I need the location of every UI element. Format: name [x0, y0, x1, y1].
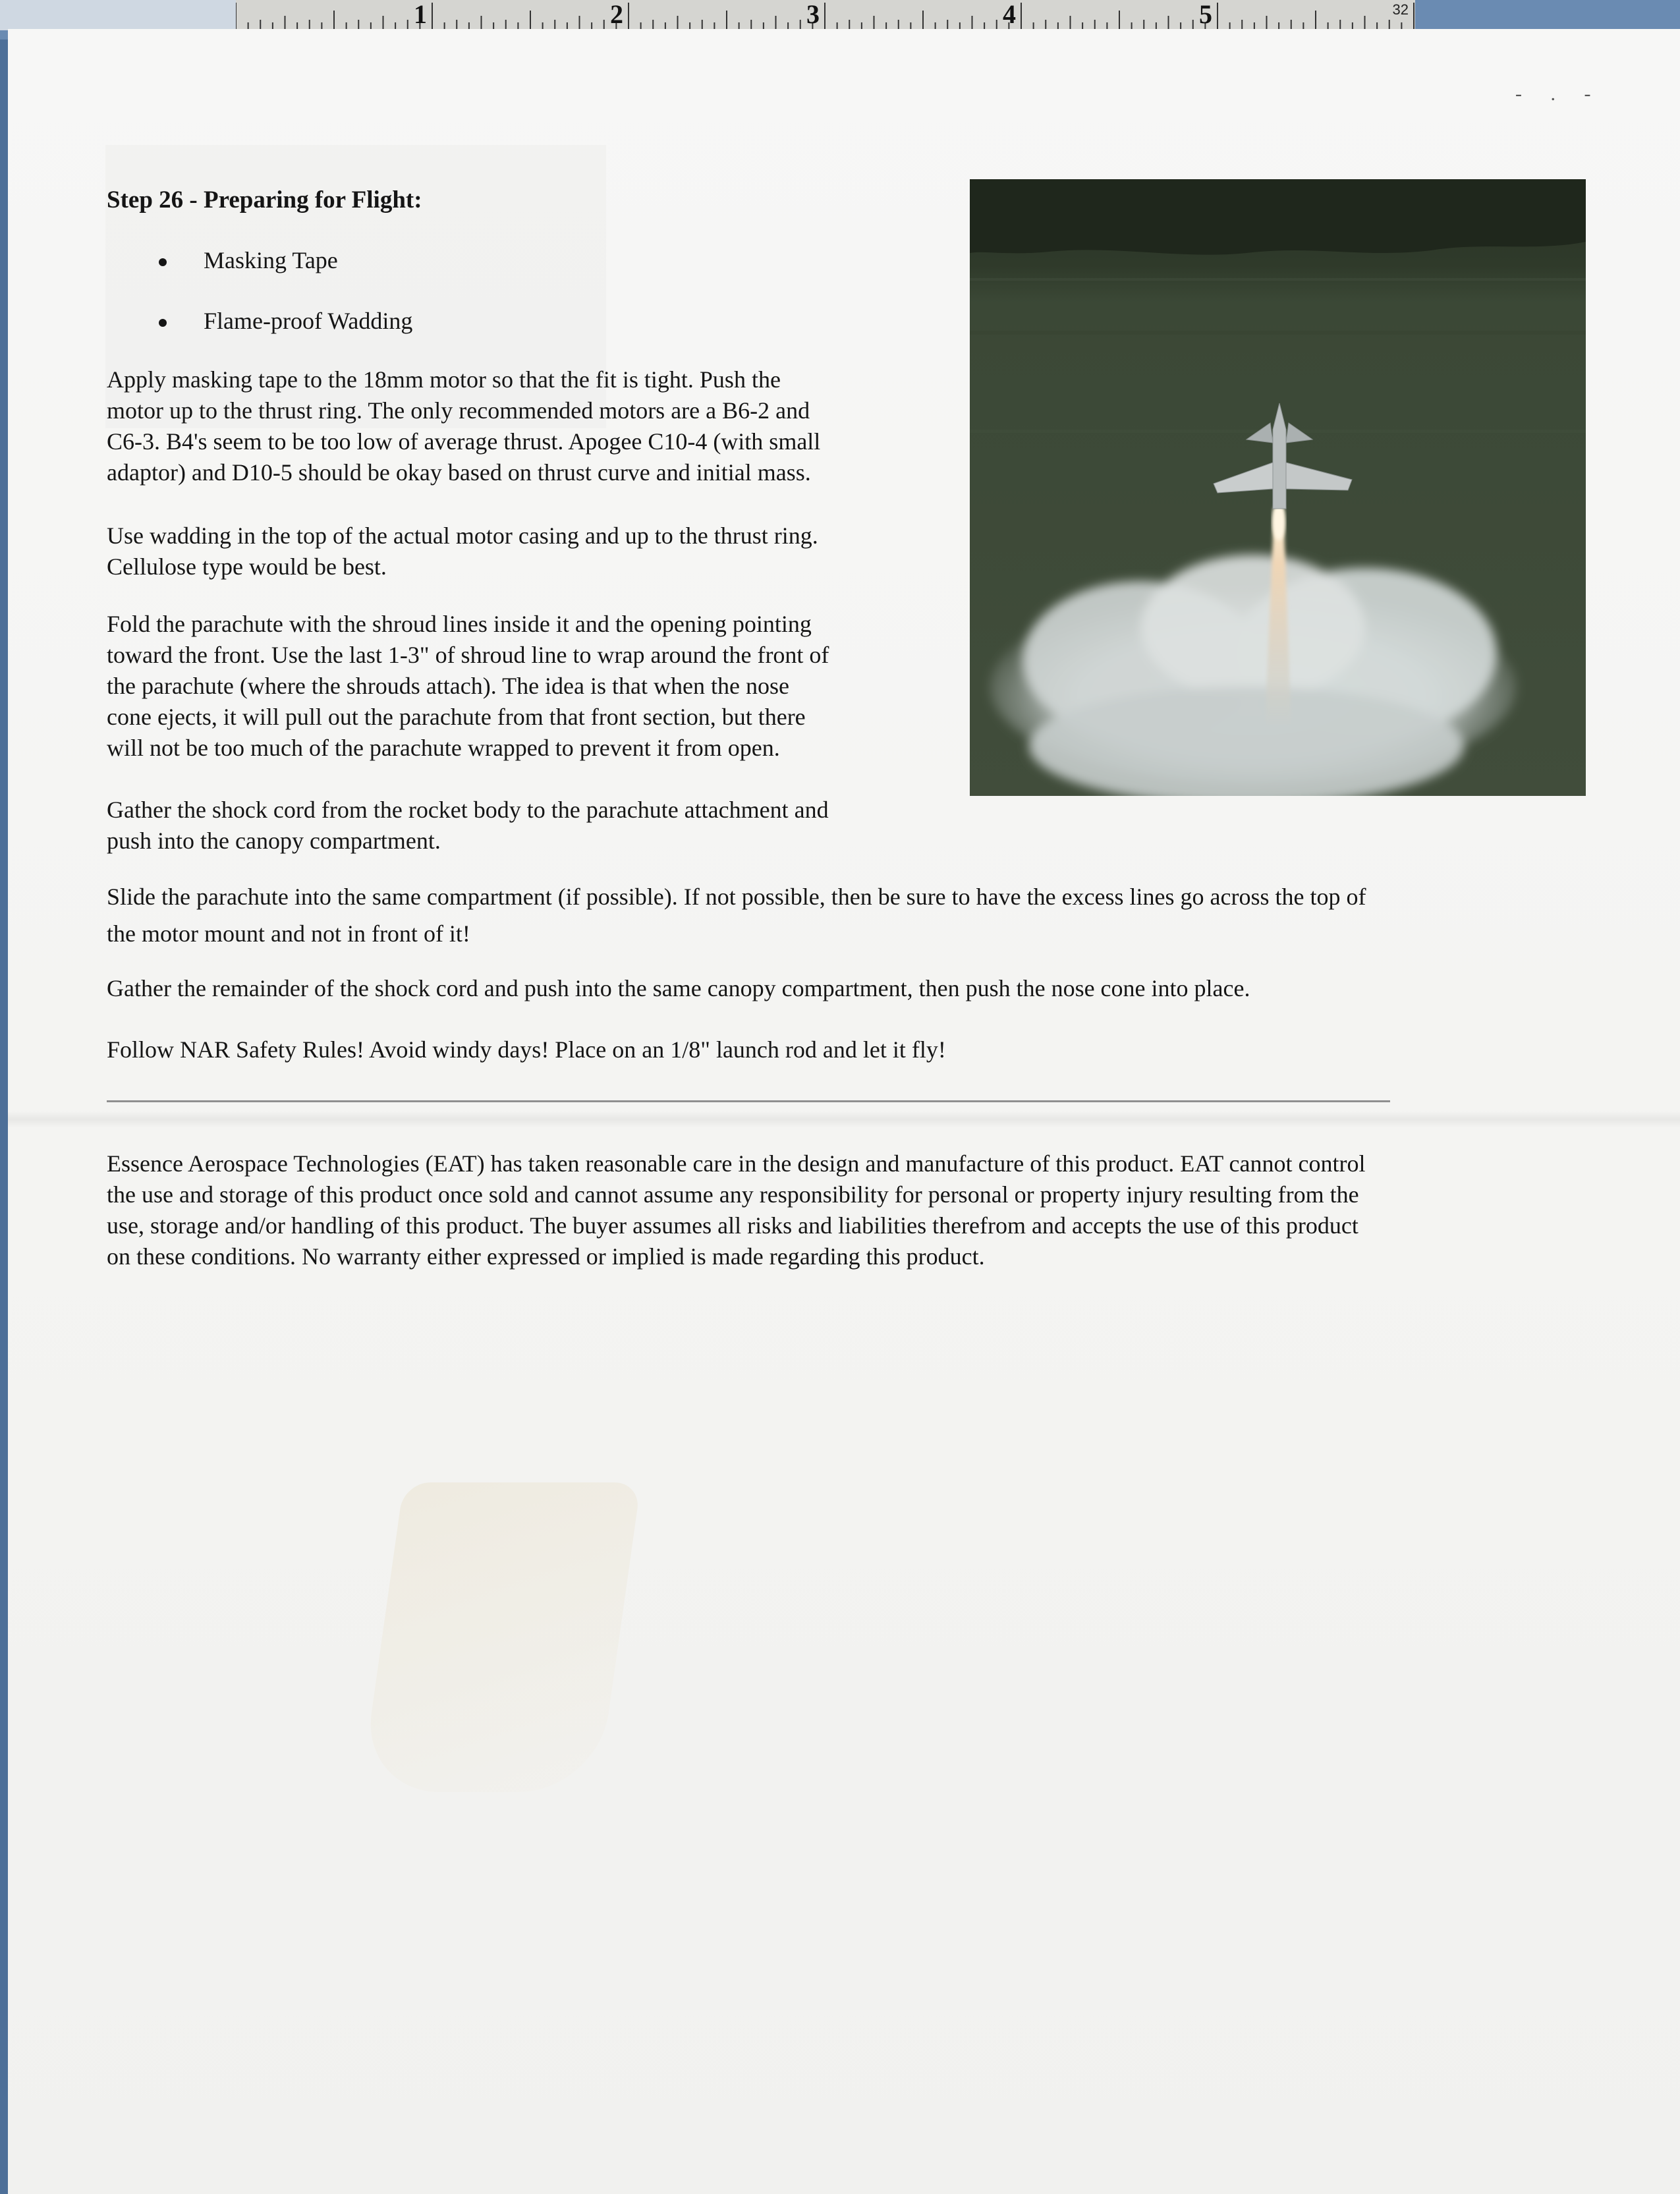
text-line: use, storage and/or handling of this product. The buyer assumes all risks and liabilities therefrom and accepts the use of this product	[107, 1212, 1358, 1239]
text-line: cone ejects, it will pull out the parachute from that front section, but there	[107, 704, 806, 730]
text-line: Essence Aerospace Technologies (EAT) has taken reasonable care in the design and manufacture of this product. EAT cannot control	[107, 1150, 1366, 1177]
text-line: Fold the parachute with the shroud lines inside it and the opening pointing	[107, 611, 812, 637]
bullet-icon	[159, 319, 167, 327]
text-line: Cellulose type would be best.	[107, 553, 387, 580]
text-line: C6-3. B4's seem to be too low of average thrust. Apogee C10-4 (with small	[107, 428, 821, 455]
ruler-number: 3	[806, 0, 820, 29]
text-line: Apply masking tape to the 18mm motor so that the fit is tight. Push the	[107, 366, 781, 393]
text-line: motor up to the thrust ring. The only recommended motors are a B6-2 and	[107, 397, 810, 424]
horizontal-rule	[107, 1100, 1390, 1102]
scanner-edge	[0, 0, 237, 30]
ruler-end-label: 32	[1392, 1, 1409, 18]
paragraph-safety: Follow NAR Safety Rules! Avoid windy days! Place on an 1/8" launch rod and let it fly!	[107, 1036, 946, 1063]
ruler-number: 2	[610, 0, 623, 29]
material-item: Masking Tape	[204, 247, 338, 273]
text-line: adaptor) and D10-5 should be okay based on thrust curve and initial mass.	[107, 459, 811, 486]
corner-marks: - . -	[1515, 83, 1603, 105]
bullet-icon	[159, 258, 167, 266]
paragraph-nose-cone: Gather the remainder of the shock cord and push into the same canopy compartment, then push the nose cone into place.	[107, 975, 1250, 1001]
material-item: Flame-proof Wadding	[204, 308, 413, 334]
text-line: on these conditions. No warranty either expressed or implied is made regarding this product.	[107, 1243, 985, 1270]
ruler	[236, 0, 1415, 30]
text-line: Gather the shock cord from the rocket body to the parachute attachment and	[107, 797, 829, 823]
ruler-number: 4	[1003, 0, 1016, 29]
rocket-launch-image	[970, 179, 1586, 796]
text-line: the parachute (where the shrouds attach). The idea is that when the nose	[107, 673, 789, 699]
text-line: the motor mount and not in front of it!	[107, 920, 470, 947]
ruler-number: 1	[414, 0, 427, 29]
text-line: Use wadding in the top of the actual motor casing and up to the thrust ring.	[107, 522, 818, 549]
text-line: Slide the parachute into the same compartment (if possible). If not possible, then be sure to have the excess lines go across the top of	[107, 884, 1366, 910]
text-line: push into the canopy compartment.	[107, 828, 441, 854]
ruler-ticks	[236, 0, 1415, 29]
ruler-number: 5	[1199, 0, 1212, 29]
rocket-launch-photo	[970, 179, 1586, 796]
paper-fold	[8, 1111, 1680, 1128]
text-line: will not be too much of the parachute wrapped to prevent it from open.	[107, 735, 780, 761]
step-heading: Step 26 - Preparing for Flight:	[107, 186, 422, 213]
text-line: toward the front. Use the last 1-3" of shroud line to wrap around the front of	[107, 642, 829, 668]
text-line: the use and storage of this product once sold and cannot assume any responsibility for personal or property injury resulting from the	[107, 1181, 1359, 1208]
